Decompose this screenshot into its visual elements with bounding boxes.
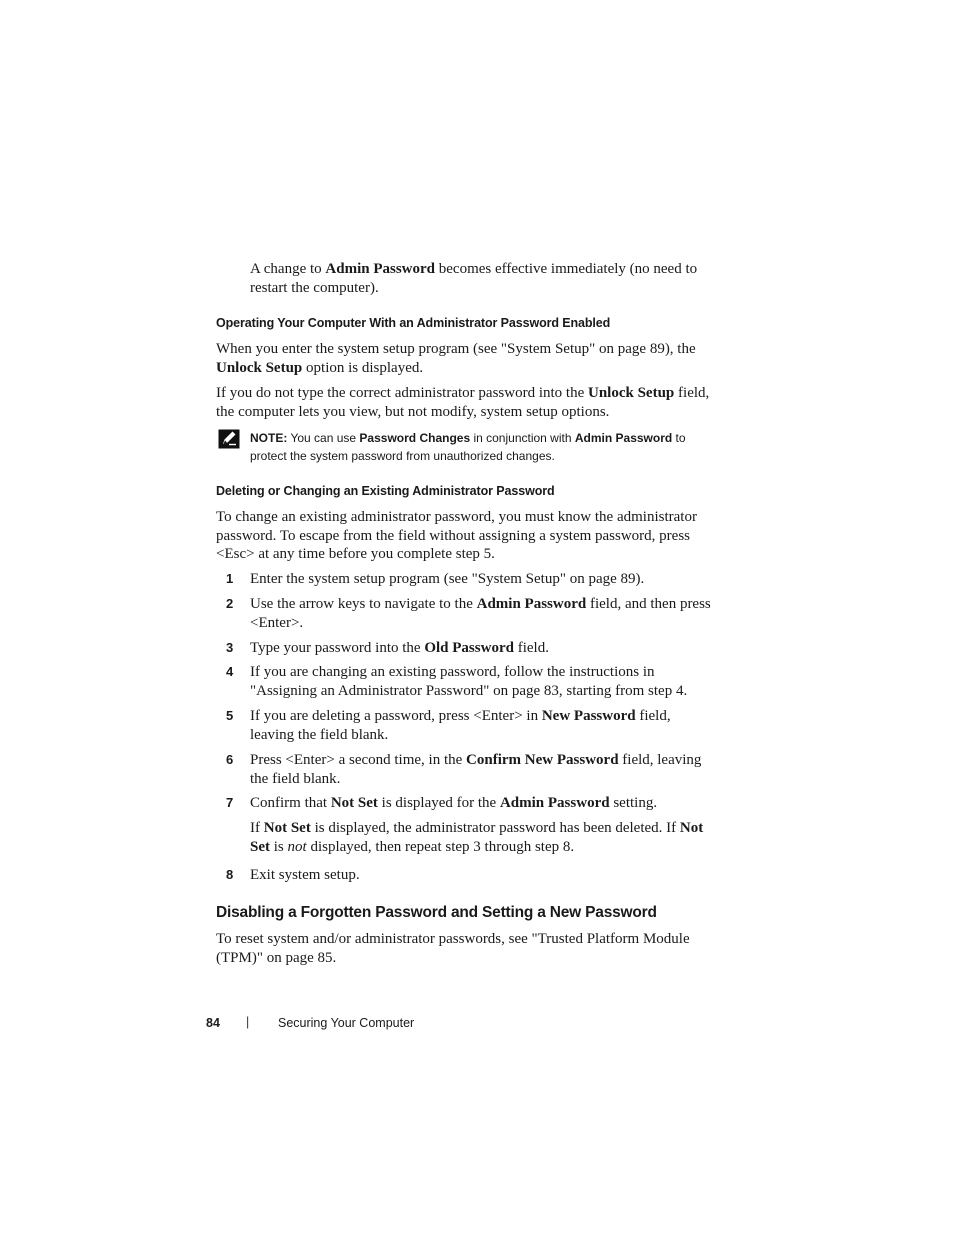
bold-run: Not Set [330, 795, 378, 811]
section-heading-operating: Operating Your Computer With an Administrator Password Enabled [216, 316, 611, 330]
step-7-subparagraph [250, 819, 716, 856]
section3-paragraph: To reset system and/or administrator passwords, see "Trusted Platform Module (TPM)" on page 85. [216, 931, 690, 966]
intro-paragraph [250, 260, 720, 297]
text-run: field, the computer lets you view, but not modify, system setup options. [216, 385, 710, 420]
bold-run: Admin Password [476, 596, 587, 612]
text-run: If you are deleting a password, press <Enter> in [250, 708, 542, 724]
bold-run: Admin Password [499, 795, 610, 811]
intro-text: A change to [250, 261, 326, 277]
text-run: Confirm that [250, 795, 331, 811]
text-run: is [270, 838, 288, 855]
text-run: If you are changing an existing password, follow the instructions in "Assigning an Administrator Password" on page 83, starting from step 4. [250, 664, 688, 699]
step-number: 1 [226, 571, 234, 586]
text-run: Use the arrow keys to navigate to the [250, 596, 477, 612]
text-run: field, leaving the field blank. [250, 752, 702, 787]
bold-run: Old Password [424, 640, 514, 656]
step-number: 7 [226, 795, 234, 810]
note-label: NOTE: [250, 431, 288, 445]
bold-run: Password Changes [359, 431, 471, 445]
footer-chapter-title: Securing Your Computer [278, 1016, 415, 1030]
step-number: 6 [226, 752, 234, 767]
intro-bold: Admin Password [325, 261, 436, 277]
intro-text-2: becomes effective immediately (no need to restart the computer). [250, 261, 698, 296]
text-run: Press <Enter> a second time, in the [250, 752, 467, 768]
pencil-note-icon [218, 429, 240, 449]
text-run: is displayed, the administrator password has been deleted. If [310, 820, 680, 836]
step-number: 3 [226, 640, 234, 655]
text-run: Enter the system setup program (see "System Setup" on page 89). [250, 571, 645, 587]
section1-paragraph-1 [216, 340, 716, 377]
bold-run: Confirm New Password [466, 752, 619, 768]
text-run: option is displayed. [302, 359, 424, 376]
bold-run: Unlock Setup [588, 385, 675, 401]
text-run: Exit system setup. [250, 867, 360, 883]
text-run: to protect the system password from unauthorized changes. [250, 431, 686, 463]
text-run: Type your password into the [250, 640, 425, 656]
text-run: is displayed for the [377, 795, 500, 811]
bold-run: Not Set [263, 820, 311, 836]
page-number: 84 [206, 1016, 220, 1030]
text-run: If [250, 820, 264, 836]
section1-paragraph-2 [216, 384, 716, 421]
bold-run: Admin Password [574, 431, 673, 445]
text-run: field. [513, 640, 549, 656]
text-run: field, leaving the field blank. [250, 708, 671, 743]
step-number: 8 [226, 867, 234, 882]
text-run: in conjunction with [470, 431, 575, 445]
text-run: If you do not type the correct administrator password into the [216, 385, 588, 401]
text-run: field, and then press <Enter>. [250, 596, 711, 631]
bold-run: Unlock Setup [216, 359, 303, 376]
text-run: When you enter the system setup program (see "System Setup" on page 89), the [216, 341, 696, 357]
section-heading-deleting: Deleting or Changing an Existing Administrator Password [216, 484, 555, 498]
section-heading-disabling: Disabling a Forgotten Password and Setting a New Password [216, 904, 657, 921]
text-run: You can use [287, 431, 360, 445]
step-number: 5 [226, 708, 234, 723]
text-run: displayed, then repeat step 3 through step 8. [306, 838, 575, 855]
step-number: 4 [226, 664, 234, 679]
text-run: setting. [609, 795, 658, 811]
italic-run: not [287, 838, 307, 855]
footer-separator: | [246, 1015, 250, 1029]
note-callout [250, 429, 720, 465]
step-number: 2 [226, 596, 234, 611]
bold-run: New Password [541, 708, 636, 724]
bold-run: Not Set [250, 820, 704, 855]
section2-paragraph: To change an existing administrator password, you must know the administrator password. To escape from the field without assigning a system password, press <Esc> at any time before you complete step 5. [216, 509, 697, 562]
